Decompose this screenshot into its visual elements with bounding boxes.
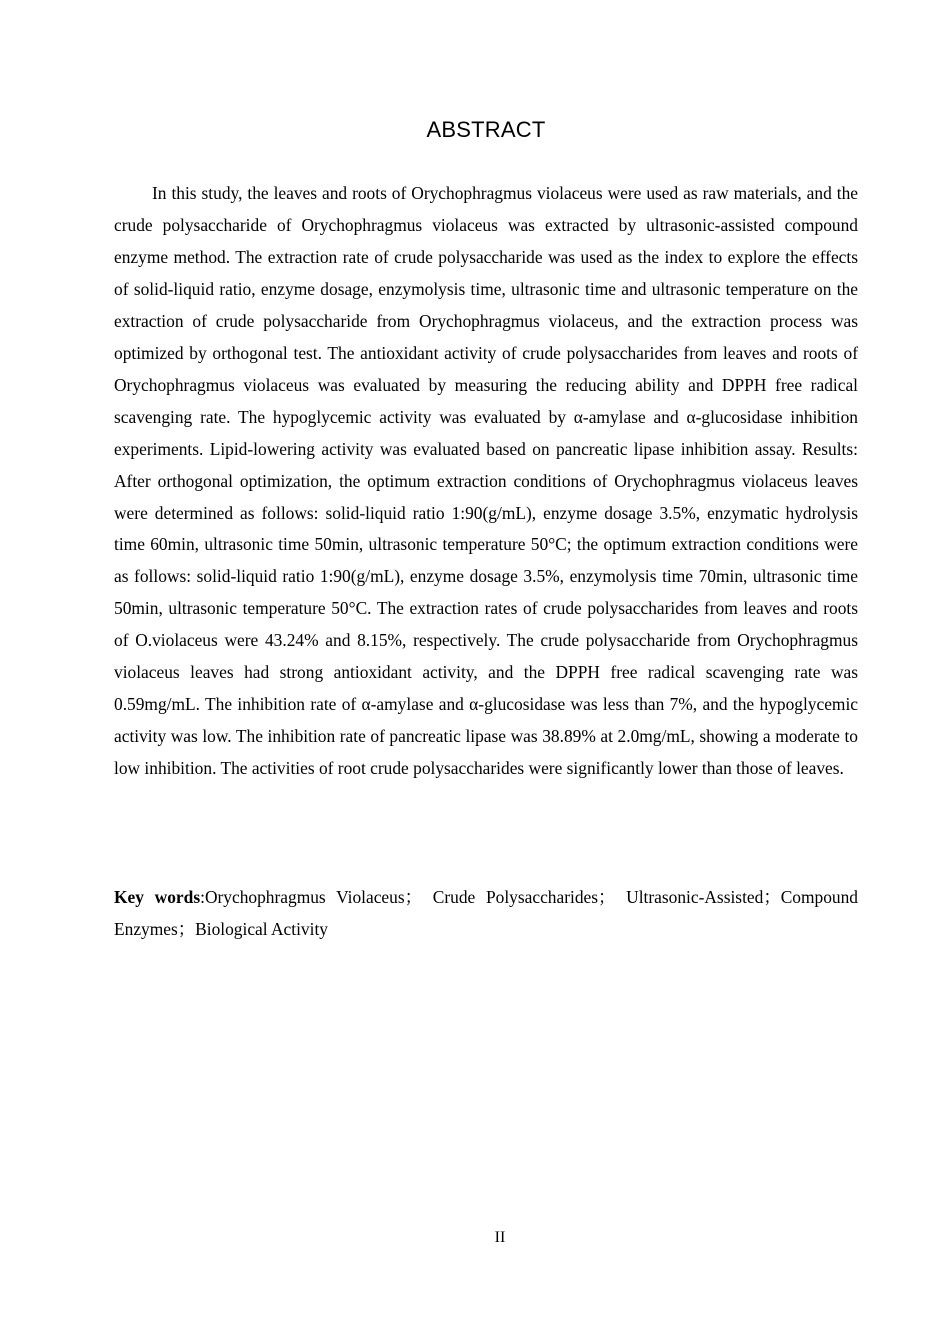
keywords-text: :Orychophragmus Violaceus； Crude Polysaccharides； Ultrasonic-Assisted；Compound Enzymes；Biological Activity: [114, 887, 859, 939]
abstract-title: ABSTRACT: [426, 117, 546, 142]
abstract-paragraph: In this study, the leaves and roots of Orychophragmus violaceus were used as raw materials, and the crude polysaccharide of Orychophragmus violaceus was extracted by ultrasonic-assisted compound enzyme method. The extraction rate of crude polysaccharide was used as the index to explore the effects of solid-liquid ratio, enzyme dosage, enzymolysis time, ultrasonic time and ultrasonic temperature on the extraction of crude polysaccharide from Orychophragmus violaceus, and the extraction process was optimized by orthogonal test. The antioxidant activity of crude polysaccharides from leaves and roots of Orychophragmus violaceus was evaluated by measuring the reducing ability and DPPH free radical scavenging rate. The hypoglycemic activity was evaluated by α-amylase and α-glucosidase inhibition experiments. Lipid-lowering activity was evaluated based on pancreatic lipase inhibition assay. Results: After orthogonal optimization, the optimum extraction conditions of Orychophragmus violaceus leaves were determined as follows: solid-liquid ratio 1:90(g/mL), enzyme dosage 3.5%, enzymatic hydrolysis time 60min, ultrasonic time 50min, ultrasonic temperature 50°C; the optimum extraction conditions were as follows: solid-liquid ratio 1:90(g/mL), enzyme dosage 3.5%, enzymolysis time 70min, ultrasonic time 50min, ultrasonic temperature 50°C. The extraction rates of crude polysaccharides from leaves and roots of O.violaceus were 43.24% and 8.15%, respectively. The crude polysaccharide from Orychophragmus violaceus leaves had strong antioxidant activity, and the DPPH free radical scavenging rate was 0.59mg/mL. The inhibition rate of α-amylase and α-glucosidase was less than 7%, and the hypoglycemic activity was low. The inhibition rate of pancreatic lipase was 38.89% at 2.0mg/mL, showing a moderate to low inhibition. The activities of root crude polysaccharides were significantly lower than those of leaves.: [114, 183, 858, 779]
keywords-label: Key words: [114, 887, 201, 907]
keywords-paragraph: [114, 881, 858, 945]
page-number: II: [494, 1229, 506, 1246]
